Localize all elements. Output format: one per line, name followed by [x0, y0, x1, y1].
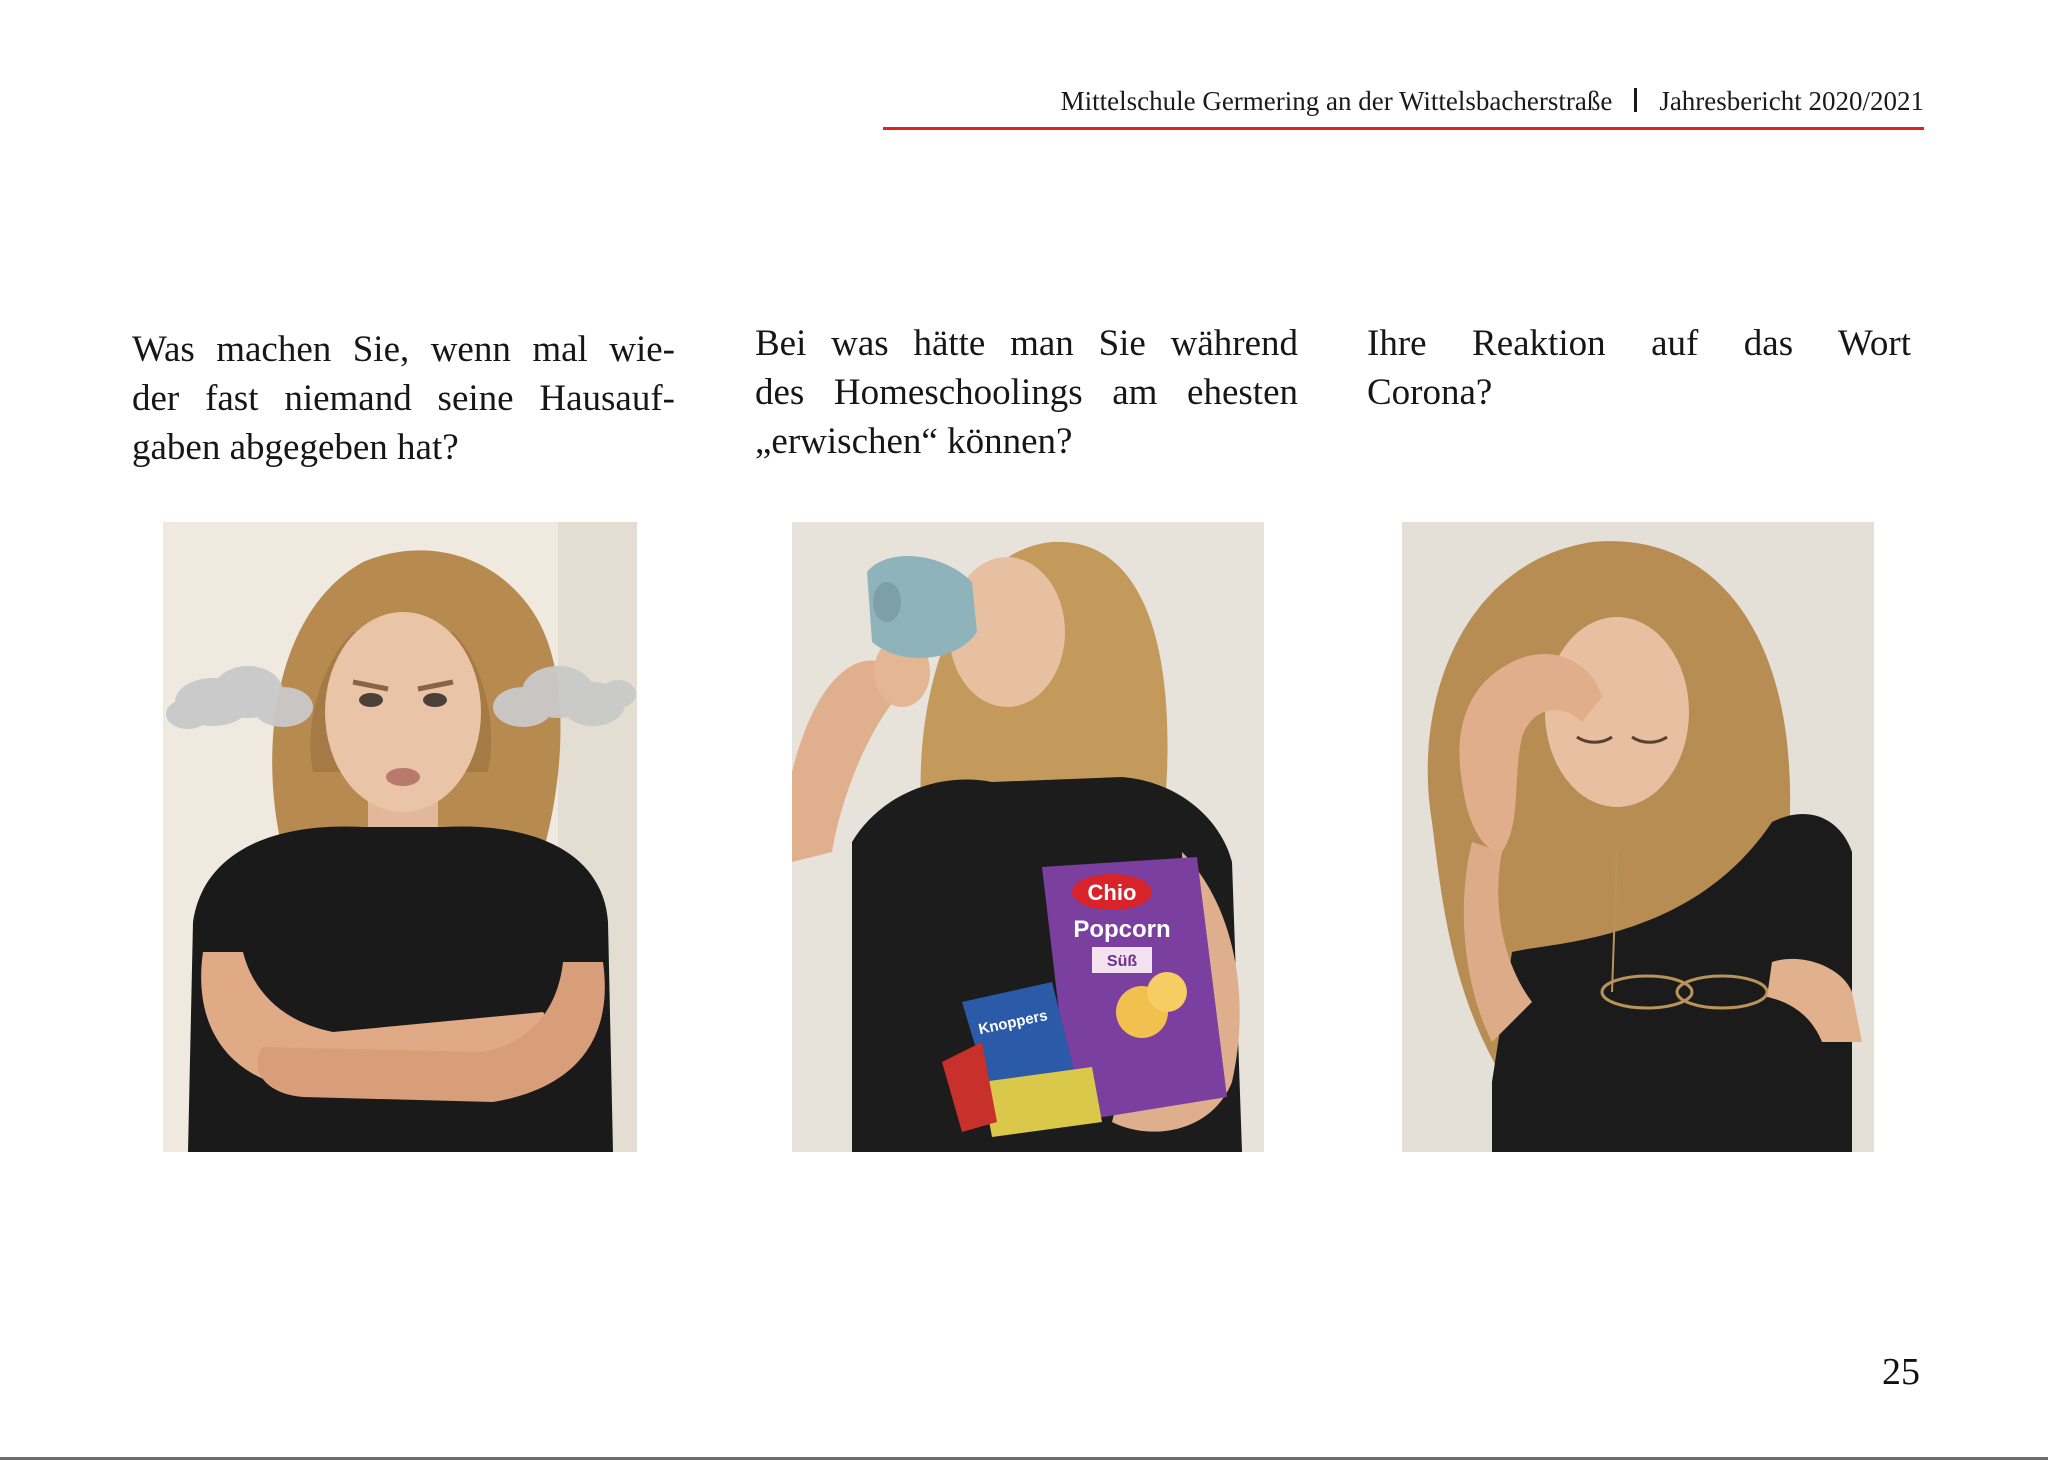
- question-homeschooling: [755, 319, 1298, 466]
- question-corona: [1367, 319, 1911, 417]
- header-separator: [1634, 88, 1637, 112]
- question-line: des Homeschoolings am ehesten: [755, 372, 1298, 413]
- snack-label: Chio: [1087, 880, 1137, 905]
- question-line: gaben abgegeben hat?: [132, 427, 459, 468]
- question-homework: [132, 325, 675, 472]
- question-line: der fast niemand seine Hausauf-: [132, 378, 675, 419]
- page-number: 25: [1882, 1351, 1920, 1393]
- angry-woman-crossed-arms-steam-clouds-photo: [163, 522, 637, 1152]
- header-report-title: Jahresbericht 2020/2021: [1659, 86, 1924, 116]
- question-line: Corona?: [1367, 372, 1493, 413]
- snack-label: Popcorn: [1073, 916, 1171, 943]
- question-line: Was machen Sie, wenn mal wie-: [132, 329, 675, 370]
- header-school-name: Mittelschule Germering an der Wittelsbacherstraße: [1060, 86, 1613, 116]
- running-header: [883, 86, 1924, 117]
- snack-label: Knoppers: [977, 1007, 1050, 1039]
- woman-facepalm-holding-glasses-photo: [1402, 522, 1874, 1152]
- header-red-rule: [883, 127, 1924, 130]
- question-line: Ihre Reaktion auf das Wort: [1367, 323, 1911, 364]
- question-line: „erwischen“ können?: [755, 421, 1073, 462]
- snack-label: Süß: [1106, 953, 1138, 970]
- question-line: Bei was hätte man Sie während: [755, 323, 1298, 364]
- woman-drinking-from-mug-holding-snacks-photo: [792, 522, 1264, 1152]
